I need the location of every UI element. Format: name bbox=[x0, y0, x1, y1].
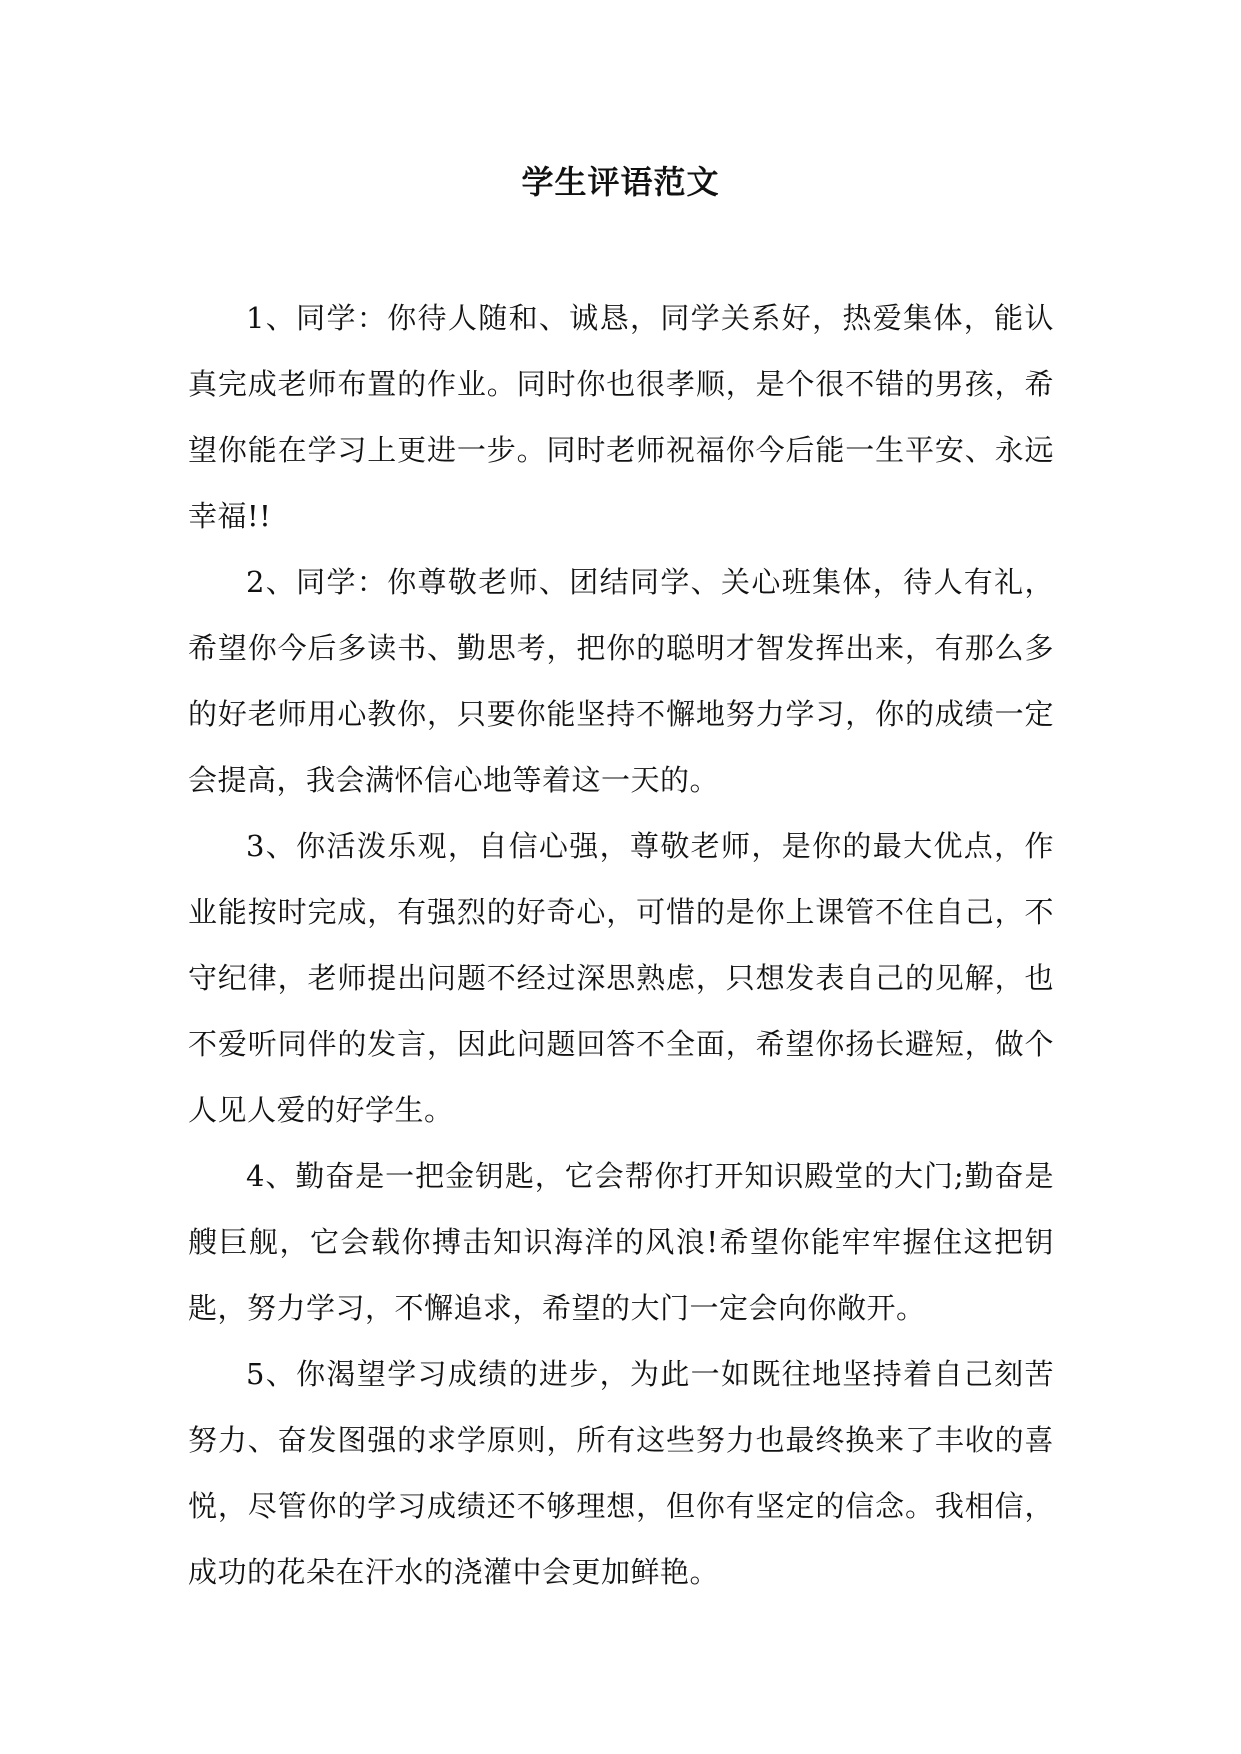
paragraph-3: 3、你活泼乐观，自信心强，尊敬老师，是你的最大优点，作业能按时完成，有强烈的好奇心，可惜的是你上课管不住自己，不守纪律，老师提出问题不经过深思熟虑，只想发表自己的见解，也不爱听同伴的发言，因此问题回答不全面，希望你扬长避短，做个人见人爱的好学生。 bbox=[188, 829, 1054, 1127]
document-body bbox=[188, 285, 1054, 1605]
paragraph-5: 5、你渴望学习成绩的进步，为此一如既往地坚持着自己刻苦努力、奋发图强的求学原则，所有这些努力也最终换来了丰收的喜悦，尽管你的学习成绩还不够理想，但你有坚定的信念。我相信，成功的花朵在汗水的浇灌中会更加鲜艳。 bbox=[188, 1357, 1054, 1589]
document-title: 学生评语范文 bbox=[521, 163, 720, 201]
paragraph-2: 2、同学：你尊敬老师、团结同学、关心班集体，待人有礼，希望你今后多读书、勤思考，把你的聪明才智发挥出来，有那么多的好老师用心教你，只要你能坚持不懈地努力学习，你的成绩一定会提高，我会满怀信心地等着这一天的。 bbox=[188, 565, 1054, 797]
paragraph-4: 4、勤奋是一把金钥匙，它会帮你打开知识殿堂的大门;勤奋是艘巨舰，它会载你搏击知识海洋的风浪!希望你能牢牢握住这把钥匙，努力学习，不懈追求，希望的大门一定会向你敞开。 bbox=[188, 1159, 1054, 1325]
paragraph-1: 1、同学：你待人随和、诚恳，同学关系好，热爱集体，能认真完成老师布置的作业。同时你也很孝顺，是个很不错的男孩，希望你能在学习上更进一步。同时老师祝福你今后能一生平安、永远幸福!! bbox=[188, 301, 1054, 533]
